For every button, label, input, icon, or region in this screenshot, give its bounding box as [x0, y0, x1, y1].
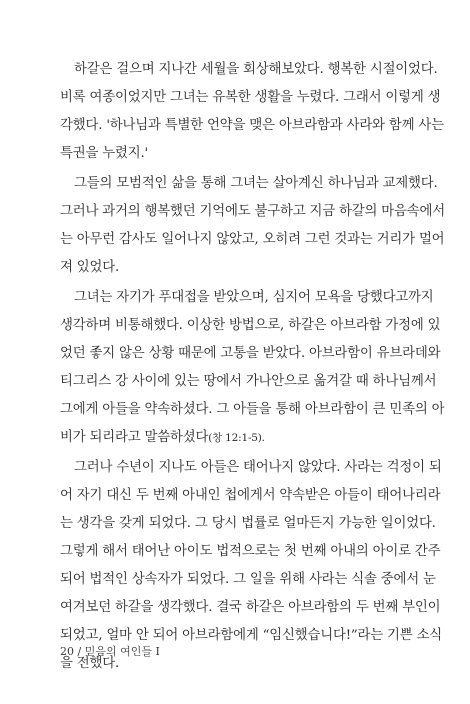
text-line: 져 있었다.	[60, 260, 120, 275]
text-line: 여겨보던 하갈을 생각했다. 결국 하갈은 아브라함의 두 번째 부인이	[60, 600, 441, 615]
text-line: 그녀는 자기가 푸대접을 받았으며, 심지어 모욕을 당했다고까지	[74, 290, 434, 305]
text-line: 특권을 누렸지.'	[60, 146, 149, 161]
text-line: 그러나 수년이 지나도 아들은 태어나지 않았다. 사라는 걱정이 되	[74, 460, 442, 475]
page-footer: 20 / 믿음의 여인들 I	[60, 645, 160, 658]
text-line: 그들의 모범적인 삶을 통해 그녀는 살아계신 하나님과 교제했다.	[74, 176, 438, 191]
text-line: 생각하며 비통해했다. 이상한 방법으로, 하갈은 아브라함 가정에 있	[60, 318, 441, 333]
text-segment: 비가 되리라고 말씀하셨다	[60, 430, 209, 445]
text-line: 어 자기 대신 두 번째 아내인 첩에게서 약속받은 아들이 태어나리라	[60, 488, 441, 503]
text-line: 그렇게 해서 태어난 아이도 법적으로는 첫 번째 아내의 아이로 간주	[60, 544, 441, 559]
text-line-with-citation	[60, 424, 402, 452]
text-line: 는 아무런 감사도 일어나지 않았고, 오히려 그런 것과는 거리가 멀어	[60, 232, 445, 247]
text-line: 었던 좋지 않은 상황 때문에 고통을 받았다. 아브라함이 유브라데와	[60, 346, 441, 361]
text-line: 그에게 아들을 약속하셨다. 그 아들을 통해 아브라함이 큰 민족의 아	[60, 402, 445, 417]
text-line: 되어 법적인 상속자가 되었다. 그 일을 위해 사라는 식솔 중에서 눈	[60, 572, 436, 587]
scripture-citation: (창 12:1-5).	[208, 432, 265, 444]
text-line: 을 전했다.	[60, 656, 120, 671]
text-line: 는 생각을 갖게 되었다. 그 당시 법률로 얼마든지 가능한 일이었다.	[60, 516, 436, 531]
text-line: 그러나 과거의 행복했던 기억에도 불구하고 지금 하갈의 마음속에서	[60, 204, 445, 219]
text-line: 비록 여종이었지만 그녀는 유복한 생활을 누렸다. 그래서 이렇게 생	[60, 90, 441, 105]
text-line: 하갈은 걸으며 지나간 세월을 회상해보았다. 행복한 시절이었다.	[74, 62, 438, 77]
text-line: 되었고, 얼마 안 되어 아브라함에게 “임신했습니다!”라는 기쁜 소식	[60, 628, 443, 643]
text-line: 각했다. '하나님과 특별한 언약을 맺은 아브라함과 사라와 함께 사는	[60, 118, 444, 133]
text-line: 티그리스 강 사이에 있는 땅에서 가나안으로 옮겨갈 때 하나님께서	[60, 374, 437, 389]
